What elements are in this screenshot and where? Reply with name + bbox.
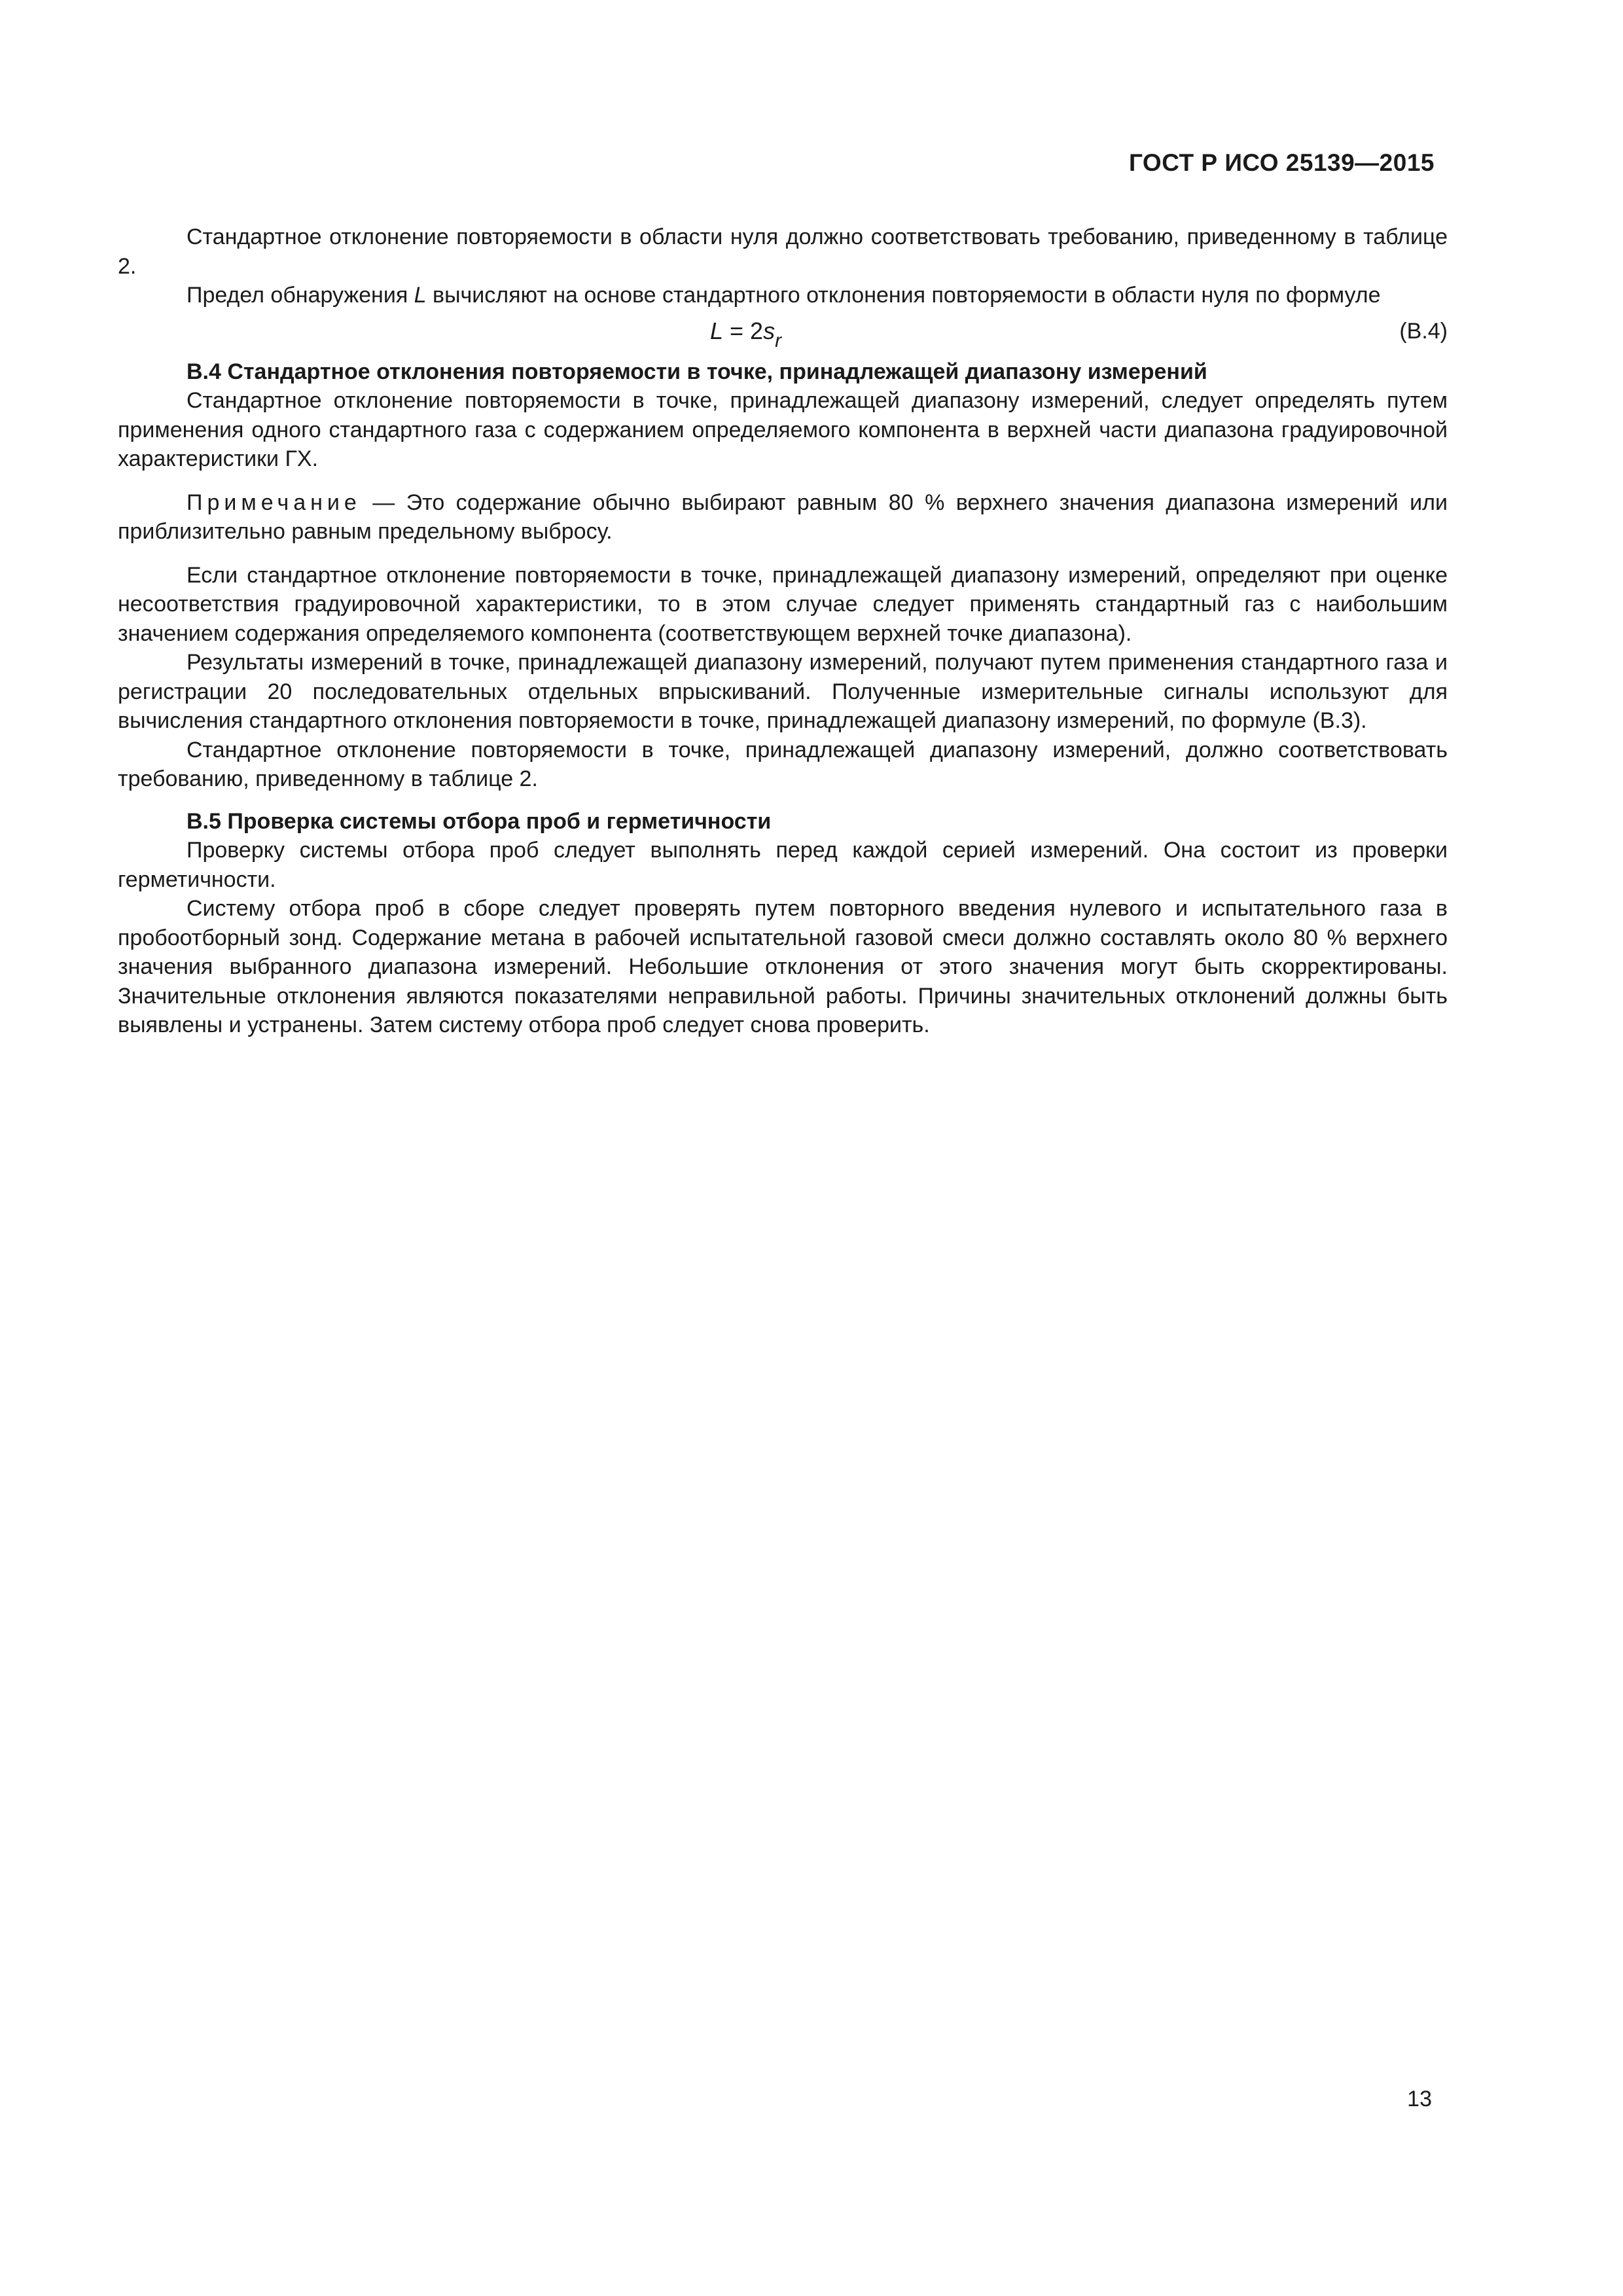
paragraph-b5-1: Проверку системы отбора проб следует выполнять перед каждой серией измерений. Она состоит из проверки герметичности. [118,838,1448,892]
paragraph-b5-2: Систему отбора проб в сборе следует проверять путем повторного введения нулевого и испытательного газа в пробоотборный зонд. Содержание метана в рабочей испытательной газовой смеси должно составлять около 80 % верхнего значения выбранного диапазона измерений. Небольшие отклонения от этого значения могут быть скорректированы. Значительные отклонения являются показателями неправильной работы. Причины значительных отклонений должны быть выявлены и устранены. Затем систему отбора проб следует снова проверить. [118,896,1448,1037]
paragraph-detection-limit-text-a: Предел обнаружения [187,283,414,308]
formula-equals: = 2 [723,317,764,344]
section-heading-b4: В.4 Стандартное отклонения повторяемости в точке, принадлежащей диапазону измерений [187,359,1207,384]
formula-b4 [710,317,782,351]
section-heading-b5: В.5 Проверка системы отбора проб и герметичности [187,808,772,834]
formula-subscript: r [775,329,782,351]
paragraph-b4-1: Стандартное отклонение повторяемости в точке, принадлежащей диапазону измерений, следует определять путем применения одного стандартного газа с содержанием определяемого компонента в верхней части диапазона градуировочной характеристики ГХ. [118,388,1448,471]
note-label: Примечание [187,490,361,515]
paragraph-zero-repeatability: Стандартное отклонение повторяемости в области нуля должно соответствовать требованию, приведенному в таблице 2. [118,224,1448,279]
paragraph-b4-3: Результаты измерений в точке, принадлежащей диапазону измерений, получают путем применения стандартного газа и регистрации 20 последовательных отдельных впрыскиваний. Полученные измерительные сигналы используют для вычисления стандартного отклонения повторяемости в точке, принадлежащей диапазону измерений, по формуле (В.3). [118,650,1448,733]
detection-limit-variable: L [414,283,427,308]
paragraph-b4-4: Стандартное отклонение повторяемости в точке, принадлежащей диапазону измерений, должно соответствовать требованию, приведенному в таблице 2. [118,737,1448,791]
paragraph-detection-limit-text-b: вычисляют на основе стандартного отклонения повторяемости в области нуля по формуле [426,283,1381,308]
note-text: — Это содержание обычно выбирают равным 80 % верхнего значения диапазона измерений или приблизительно равным предельному выбросу. [118,490,1448,544]
formula-s: s [763,317,776,344]
note-paragraph [118,488,1448,547]
document-code: ГОСТ Р ИСО 25139—2015 [1128,149,1435,176]
page-body [118,223,1448,1040]
page-number: 13 [1407,2087,1432,2111]
paragraph-detection-limit [118,281,1448,310]
formula-number: (В.4) [1399,318,1448,344]
formula-row [118,314,1448,357]
paragraph-b4-2: Если стандартное отклонение повторяемости в точке, принадлежащей диапазону измерений, определяют при оценке несоответствия градуировочной характеристики, то в этом случае следует применять стандартный газ с наибольшим значением содержания определяемого компонента (соответствующем верхней точке диапазона). [118,562,1448,646]
formula-lhs: L [710,317,724,344]
